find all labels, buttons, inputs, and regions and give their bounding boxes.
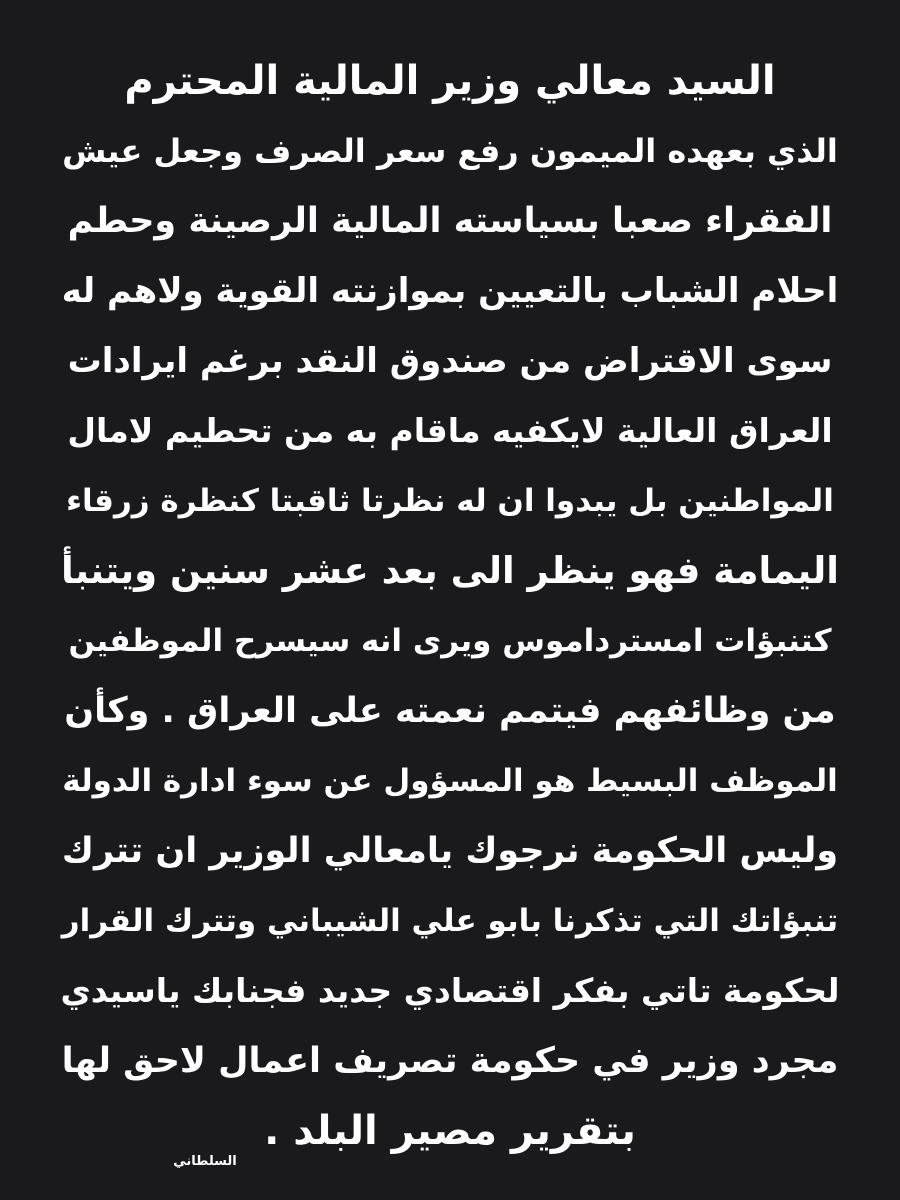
text-line-12: وليس الحكومة نرجوك يامعالي الوزير ان تترك (61, 831, 839, 871)
text-line-14: لحكومة تاتي بفكر اقتصادي جديد فجنابك ياسيدي (60, 971, 840, 1010)
text-line-6: العراق العالية لايكفيه ماقام به من تحطيم لامال (67, 411, 833, 450)
text-line-7: المواطنين بل يبدوا ان له نظرتا ثاقبتا كنظرة زرقاء (66, 483, 834, 519)
text-line-4: احلام الشباب بالتعيين بموازنته القوية ولاهم له (61, 271, 839, 311)
text-line-11: الموظف البسيط هو المسؤول عن سوء ادارة الدولة (62, 763, 838, 799)
text-line-13: تنبؤاتك التي تذكرنا بابو علي الشيباني وتترك القرار (61, 903, 839, 939)
text-line-8: اليمامة فهو ينظر الى بعد عشر سنين ويتنبأ (61, 549, 839, 592)
text-line-9: كتنبؤات امسترداموس ويرى انه سيسرح الموظفين (68, 623, 832, 659)
author-signature: السلطاني (173, 1154, 237, 1169)
text-line-2: الذي بعهده الميمون رفع سعر الصرف وجعل عيش (62, 132, 838, 170)
text-line-15: مجرد وزير في حكومة تصريف اعمال لاحق لها (61, 1041, 839, 1081)
text-line-16: بتقرير مصير البلد . (264, 1108, 636, 1154)
text-line-10: من وظائفهم فيتمم نعمته على العراق . وكأن (64, 691, 836, 731)
text-line-3: الفقراء صعبا بسياسته المالية الرصينة وحطم (67, 201, 833, 241)
text-line-5: سوى الاقتراض من صندوق النقد برغم ايرادات (67, 341, 833, 381)
text-line-1: السيد معالي وزير المالية المحترم (124, 58, 776, 104)
